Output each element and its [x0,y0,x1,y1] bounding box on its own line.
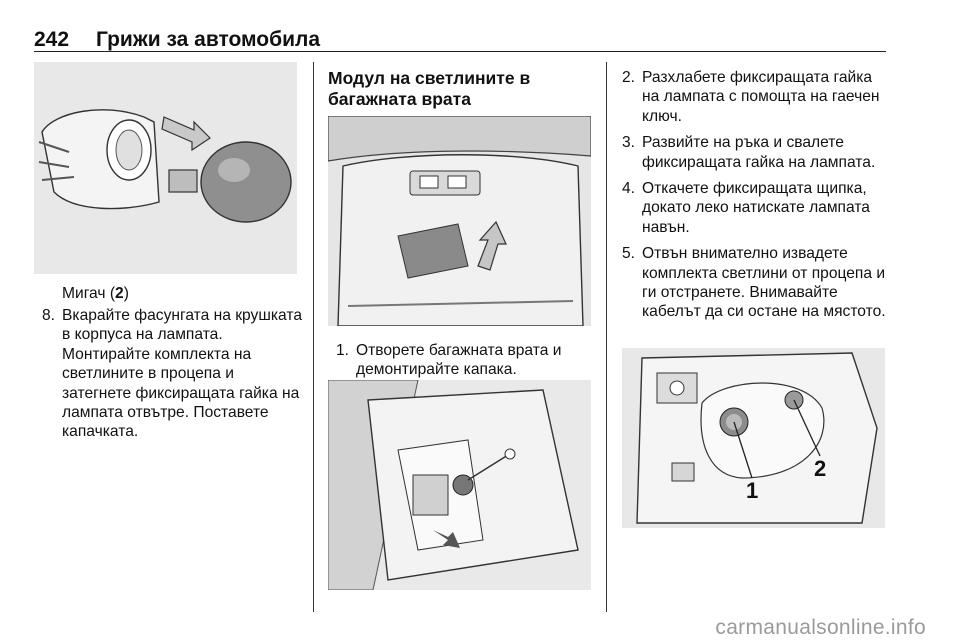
page-title: Грижи за автомобила [96,28,321,51]
step-item [42,306,304,442]
watermark: carmanualsonline.info [715,616,926,639]
col2-step-list [336,341,598,380]
step-item [622,68,892,126]
step-number: 8. [42,307,56,324]
page-number: 242 [34,28,70,51]
step-item [336,341,598,380]
callout-label-2: 2 [814,456,827,481]
lamp-cavity-drawing [328,380,591,590]
header-rule [34,51,886,52]
step-text: Отворете багажната врата и демонтирайте капака. [356,342,562,379]
step-text: Вкарайте фасунгата на крушката в корпуса на лампата. Монтирайте комплекта на светлините в процепа и затегнете фиксиращата гайка на лампата отвътре. Поставете капачката. [62,307,302,441]
step-item [622,244,892,322]
tailgate-illustration [328,116,591,326]
step-item [622,133,892,172]
callout-label-1: 1 [746,478,759,503]
page-header [34,28,320,52]
step-number: 2. [622,69,636,86]
lamp-unit-illustration [622,348,885,528]
bulb-socket-illustration [34,62,297,274]
section-title: Модул на светлините в багажната врата [328,68,531,109]
bulb-caption [62,284,302,303]
step-text: Отвън внимателно извадете комплекта светлини от процепа и ги отстранете. Внимавайте кабелът да си остане на мястото. [642,245,886,321]
step-text: Разхлабете фиксиращата гайка на лампата с помощта на гаечен ключ. [642,69,880,125]
column-divider-1 [313,62,314,612]
step-number: 4. [622,180,636,198]
step-item [622,179,892,237]
step-text: Откачете фиксиращата щипка, докато леко натискате лампата навън. [642,180,870,236]
column-divider-2 [606,62,607,612]
step-number: 1. [336,342,350,359]
lamp-unit-drawing [622,348,885,528]
step-number: 5. [622,245,636,263]
caption-prefix: Мигач ( [62,285,116,302]
bulb-socket-drawing [34,62,297,274]
col1-step-list [42,306,304,442]
step-number: 3. [622,134,636,152]
caption-suffix: ) [123,285,129,302]
tailgate-drawing [328,116,591,326]
col3-step-list [622,68,892,322]
lamp-cavity-illustration [328,380,591,590]
caption-callout-number: 2 [115,285,124,302]
step-text: Развийте на ръка и свалете фиксиращата гайка на лампата. [642,134,876,171]
